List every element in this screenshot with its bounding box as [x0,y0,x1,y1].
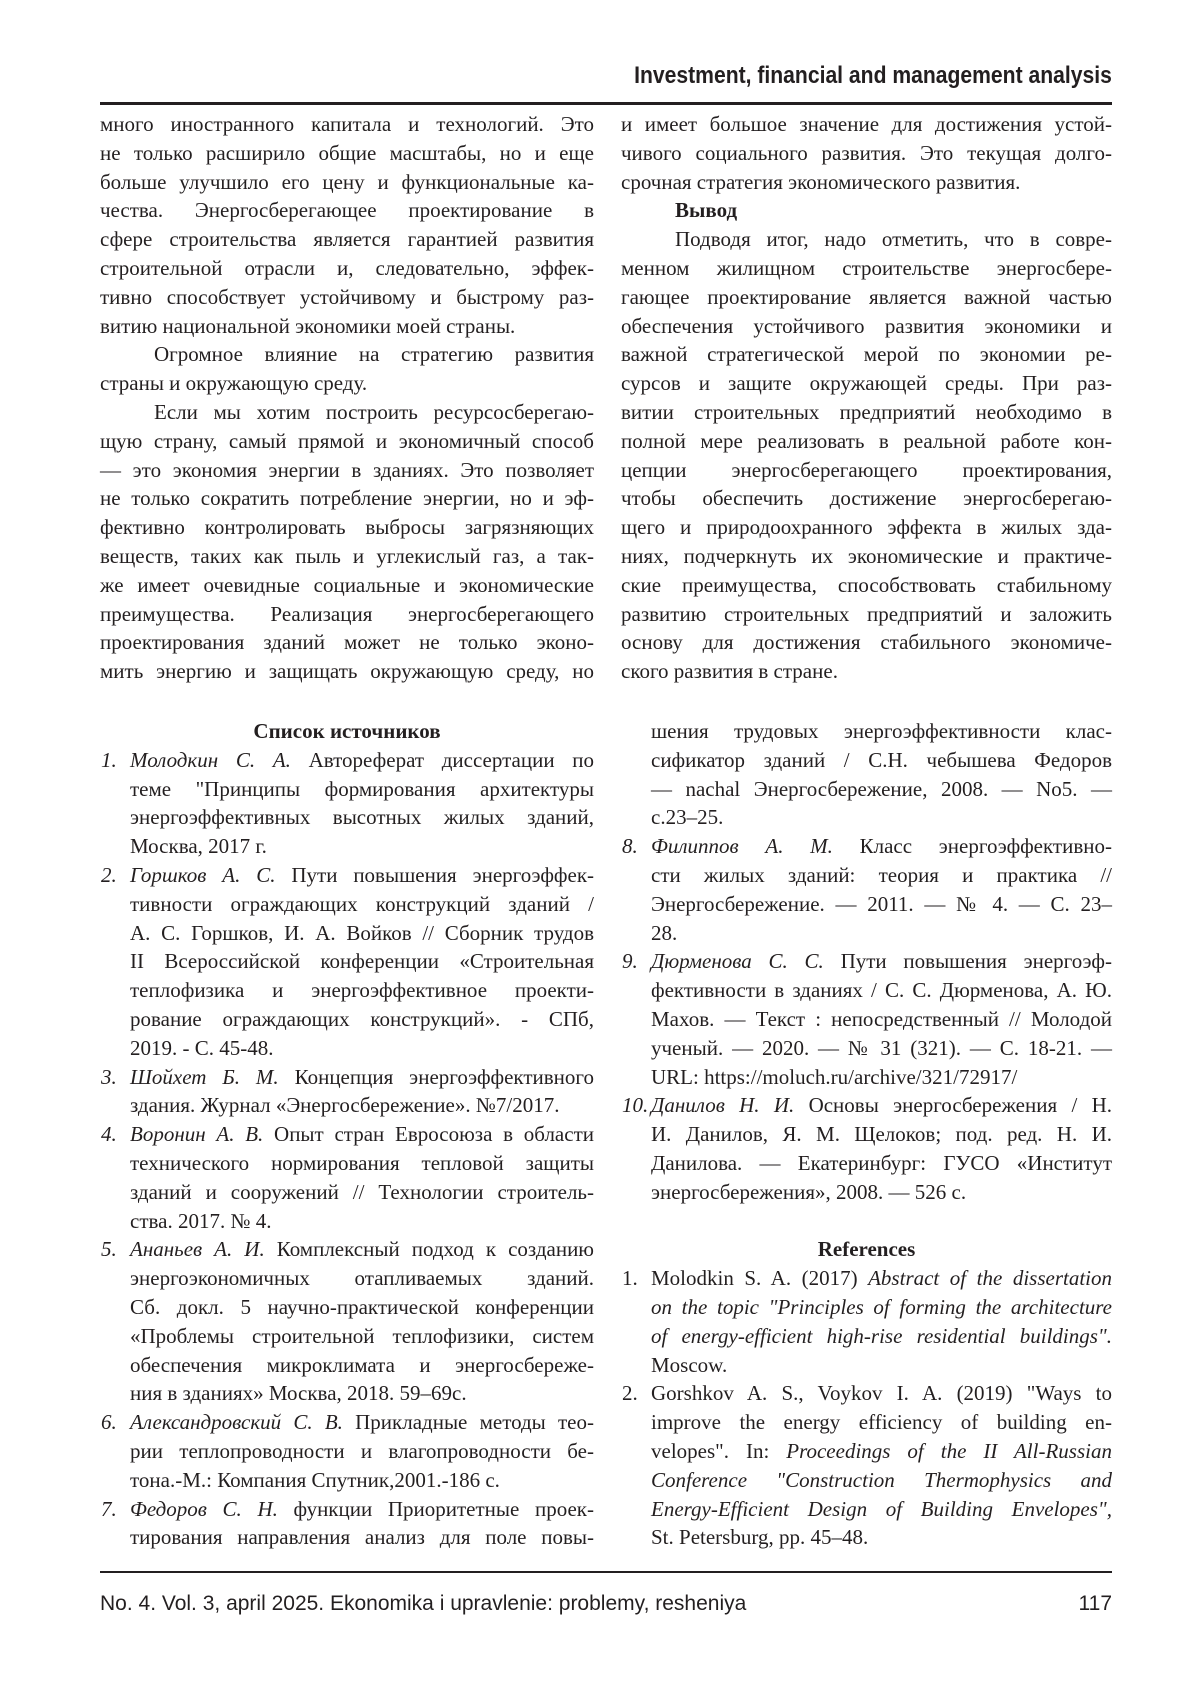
reference-line [651,976,1112,1005]
paragraph-line: не только сократить потребление энергии, но и эф- [100,484,594,513]
reference-item [100,746,594,861]
reference-number: 3. [101,1063,117,1092]
body-left-column [100,110,594,686]
paragraph-line: строительной отрасли и, следовательно, эффек- [100,254,594,283]
paragraph-line: Если мы хотим построить ресурсосберегаю- [100,398,594,427]
reference-line [651,803,1112,832]
reference-line [651,1379,1112,1408]
bibliography-heading: Список источников [100,717,594,746]
paragraph-line: больше улучшило его цену и функциональные ка- [100,168,594,197]
reference-text: с.23–25. [651,805,723,829]
reference-text: II Всероссийской конференции «Строительная [130,949,594,973]
reference-line [130,1178,594,1207]
reference-line [651,1495,1112,1524]
paragraph-line: обеспечения устойчивого развития экономики и [621,312,1112,341]
paragraph-line: страны и окружающую среду. [100,369,594,398]
reference-text: тивности ограждающих конструкций зданий / [130,892,594,916]
reference-text: рование ограждающих конструкций». - СПб, [130,1007,594,1031]
reference-number: 7. [101,1495,117,1524]
reference-italic-text: Данилов Н. И. [651,1093,794,1117]
reference-line [130,803,594,832]
paragraph-line: чивого социального развития. Это текущая долго- [621,139,1112,168]
reference-line [651,746,1112,775]
paragraph-line: чтобы обеспечить достижение энергосберегаю- [621,484,1112,513]
reference-text: Прикладные методы тео- [343,1410,594,1434]
paragraph-line: Подводя итог, надо отметить, что в совре- [621,225,1112,254]
reference-text: рии теплопроводности и влагопроводности бе- [130,1439,594,1463]
reference-text: St. Petersburg, pp. 45–48. [651,1525,868,1549]
reference-number: 1. [101,746,117,775]
paragraph-line: важной стратегической мерой по экономии ре- [621,340,1112,369]
reference-line [130,1264,594,1293]
reference-text: ства. 2017. № 4. [130,1209,272,1233]
reference-text: ния в зданиях» Москва, 2018. 59–69с. [130,1381,467,1405]
reference-line [651,775,1112,804]
reference-item [100,1063,594,1121]
reference-line [651,832,1112,861]
paragraph-line: витию национальной экономики моей страны. [100,312,594,341]
paragraph-line: мить энергию и защищать окружающую среду, но [100,657,594,686]
reference-text: функции Приоритетные проек- [278,1497,594,1521]
reference-line [130,919,594,948]
reference-text: Пути повышения энергоэффек- [275,863,594,887]
reference-line [130,1466,594,1495]
reference-text: Автореферат диссертации по [291,748,594,772]
reference-line [651,1466,1112,1495]
paragraph-line: менном жилищном строительстве энергосбере- [621,254,1112,283]
reference-line [130,1063,594,1092]
paragraph-line: и имеет большое значение для достижения устой- [621,110,1112,139]
reference-number: 10. [622,1091,648,1120]
reference-italic-text: on the topic "Principles of forming the architecture [651,1295,1112,1319]
paragraph-line: ские преимущества, способствовать стабильному [621,571,1112,600]
reference-text: Концепция энергоэффективного [279,1065,594,1089]
paragraph-line: Огромное влияние на стратегию развития [100,340,594,369]
reference-line [651,947,1112,976]
reference-text: Gorshkov A. S., Voykov I. A. (2019) "Ways to [651,1381,1112,1405]
reference-italic-text: Федоров С. Н. [130,1497,278,1521]
reference-text: обеспечения микроклимата и энергосбереже- [130,1353,594,1377]
reference-text: теме "Принципы формирования архитектуры [130,777,594,801]
reference-text: фективности в зданиях / С. С. Дюрменова, А. Ю. [651,978,1112,1002]
reference-text: тирования направления анализ для поле повы- [130,1525,594,1549]
reference-text: энергоэкономичных отапливаемых зданий. [130,1266,594,1290]
reference-line [651,1063,1112,1092]
reference-text: URL: https://moluch.ru/archive/321/72917/ [651,1065,1017,1089]
reference-item [100,1408,594,1494]
reference-number: 1. [622,1264,638,1293]
reference-number: 2. [622,1379,638,1408]
reference-line [130,890,594,919]
reference-line [130,1207,594,1236]
paragraph-line: сфере строительства является гарантией развития [100,225,594,254]
reference-italic-text: of energy-efficient high-rise residential buildings". [651,1324,1112,1348]
reference-italic-text: Александровский С. В. [130,1410,343,1434]
reference-text: И. Данилов, Я. М. Щелоков; под. ред. Н. И. [651,1122,1112,1146]
reference-italic-text: Горшков А. С. [130,863,275,887]
reference-text: — nachal Энергосбережение, 2008. — No5. — [651,777,1112,801]
page-number: 117 [1079,1590,1112,1618]
reference-text: «Проблемы строительной теплофизики, систем [130,1324,594,1348]
reference-line [130,1322,594,1351]
reference-line [130,1005,594,1034]
reference-line [651,1408,1112,1437]
reference-text: технического нормирования тепловой защиты [130,1151,594,1175]
reference-item [100,1235,594,1408]
reference-line [130,1495,594,1524]
reference-text: тона.-М.: Компания Спутник,2001.-186 с. [130,1468,500,1492]
reference-text: сти жилых зданий: теория и практика // [651,863,1112,887]
paragraph-line: развитию строительных предприятий и заложить [621,600,1112,629]
reference-italic-text: Филиппов А. М. [651,834,833,858]
reference-italic-text: Abstract of the dissertation [868,1266,1112,1290]
reference-text: Сб. докл. 5 научно-практической конференции [130,1295,594,1319]
paragraph-line: много иностранного капитала и технологий. Это [100,110,594,139]
paragraph-line: же имеет очевидные социальные и экономические [100,571,594,600]
paragraph-line: сурсов и защите окружающей среды. При раз- [621,369,1112,398]
reference-number: 4. [101,1120,117,1149]
reference-line [130,1235,594,1264]
paragraph-line: срочная стратегия экономического развития. [621,168,1112,197]
paragraph-line: гающее проектирование является важной частью [621,283,1112,312]
reference-text: Данилова. — Екатеринбург: ГУСО «Институт [651,1151,1112,1175]
reference-italic-text: Conference "Construction Thermophysics and [651,1468,1112,1492]
reference-line [651,1351,1112,1380]
paragraph-line: витии строительных предприятий необходимо в [621,398,1112,427]
reference-number: 5. [101,1235,117,1264]
reference-italic-text: Proceedings of the II All-Russian [786,1439,1112,1463]
reference-line [130,861,594,890]
reference-line [130,1034,594,1063]
header-rule [100,102,1112,105]
paragraph-line: цепции энергосберегающего проектирования, [621,456,1112,485]
reference-text: Махов. — Текст : непосредственный // Молодой [651,1007,1112,1031]
reference-line [651,1149,1112,1178]
paragraph-line: тивно способствует устойчивому и быстрому раз- [100,283,594,312]
paragraph-line: основу для достижения стабильного экономиче- [621,628,1112,657]
reference-text: А. С. Горшков, И. А. Войков // Сборник трудов [130,921,594,945]
reference-line [651,1264,1112,1293]
reference-line [130,746,594,775]
reference-line [651,1322,1112,1351]
reference-line [651,1178,1112,1207]
reference-text: сификатор зданий / С.Н. чебышева Федоров [651,748,1112,772]
section-heading: Вывод [621,196,1112,225]
paragraph-line: веществ, таких как пыль и углекислый газ, а так- [100,542,594,571]
reference-text: velopes". In: [651,1439,786,1463]
reference-text: Класс энергоэффективно- [833,834,1112,858]
reference-line [130,1408,594,1437]
reference-line [130,1120,594,1149]
reference-text: improve the energy efficiency of building en- [651,1410,1112,1434]
reference-line [651,1091,1112,1120]
reference-text: Комплексный подход к созданию [265,1237,594,1261]
reference-text: Пути повышения энергоэф- [824,949,1112,973]
paragraph-line: щего и природоохранного эффекта в жилых зда- [621,513,1112,542]
reference-text: энергоэффективных высотных жилых зданий, [130,805,594,829]
reference-line [651,1005,1112,1034]
reference-italic-text: Молодкин С. А. [130,748,291,772]
reference-text: ученый. — 2020. — № 31 (321). — С. 18-21. — [651,1036,1112,1060]
reference-line [130,832,594,861]
reference-text: Основы энергосбережения / Н. [794,1093,1112,1117]
paragraph-line: щую страну, самый прямой и экономичный способ [100,427,594,456]
reference-number: 6. [101,1408,117,1437]
reference-line [130,775,594,804]
reference-number: 2. [101,861,117,890]
reference-line [651,1293,1112,1322]
reference-line [651,1523,1112,1552]
reference-line [130,1351,594,1380]
reference-italic-text: Дюрменова С. С. [651,949,824,973]
reference-text: шения трудовых энергоэффективности клас- [651,719,1112,743]
reference-line [651,1437,1112,1466]
reference-line [130,976,594,1005]
reference-line [651,890,1112,919]
reference-line [130,1149,594,1178]
paragraph-line: фективно контролировать выбросы загрязняющих [100,513,594,542]
footer-rule [100,1571,1112,1573]
bibliography-right-column [621,717,1112,1552]
reference-text: Moscow. [651,1353,727,1377]
reference-item [621,1379,1112,1552]
reference-number: 9. [622,947,638,976]
reference-italic-text: Energy-Efficient Design of Building Envelopes", [651,1497,1112,1521]
reference-text: энергосбережения», 2008. — 526 с. [651,1180,966,1204]
paragraph-line: ского развития в стране. [621,657,1112,686]
paragraph-line: не только расширило общие масштабы, но и еще [100,139,594,168]
reference-line [651,861,1112,890]
paragraph-line: проектирования зданий может не только эконо- [100,628,594,657]
reference-italic-text: Воронин А. В. [130,1122,263,1146]
reference-text: Москва, 2017 г. [130,834,267,858]
reference-item [621,1264,1112,1379]
reference-line [651,1120,1112,1149]
reference-line [130,1437,594,1466]
reference-text: 2019. - С. 45-48. [130,1036,274,1060]
reference-item [621,832,1112,947]
paragraph-line: ниях, подчеркнуть их экономические и практиче- [621,542,1112,571]
paragraph-line: чества. Энергосберегающее проектирование в [100,196,594,225]
reference-line [130,947,594,976]
reference-text: теплофизика и энергоэффективное проекти- [130,978,594,1002]
reference-line [651,919,1112,948]
reference-text: Опыт стран Евросоюза в области [263,1122,594,1146]
reference-item [100,1495,594,1553]
reference-item [621,947,1112,1091]
reference-italic-text: Шойхет Б. М. [130,1065,279,1089]
reference-text: зданий и сооружений // Технологии строитель- [130,1180,594,1204]
reference-line [651,717,1112,746]
bibliography-left-column [100,717,594,1552]
reference-text: здания. Журнал «Энергосбережение». №7/2017. [130,1093,559,1117]
reference-line [130,1091,594,1120]
reference-line [130,1523,594,1552]
reference-line [130,1379,594,1408]
reference-item [100,1120,594,1235]
reference-number: 8. [622,832,638,861]
reference-item [621,1091,1112,1206]
reference-text: Энергосбережение. — 2011. — № 4. — С. 23– [651,892,1112,916]
paragraph-line: — это экономия энергии в зданиях. Это позволяет [100,456,594,485]
footer-citation: No. 4. Vol. 3, april 2025. Ekonomika i upravlenie: problemy, resheniya [100,1590,746,1618]
running-header: Investment, financial and management analysis [634,62,1112,90]
body-right-column [621,110,1112,686]
reference-line [651,1034,1112,1063]
reference-text: Molodkin S. A. (2017) [651,1266,868,1290]
reference-item [100,861,594,1063]
paragraph-line: полной мере реализовать в реальной работе кон- [621,427,1112,456]
references-heading: References [621,1235,1112,1264]
reference-italic-text: Ананьев А. И. [130,1237,265,1261]
paragraph-line: преимущества. Реализация энергосберегающего [100,600,594,629]
reference-line [130,1293,594,1322]
reference-text: 28. [651,921,677,945]
reference-item [621,717,1112,832]
